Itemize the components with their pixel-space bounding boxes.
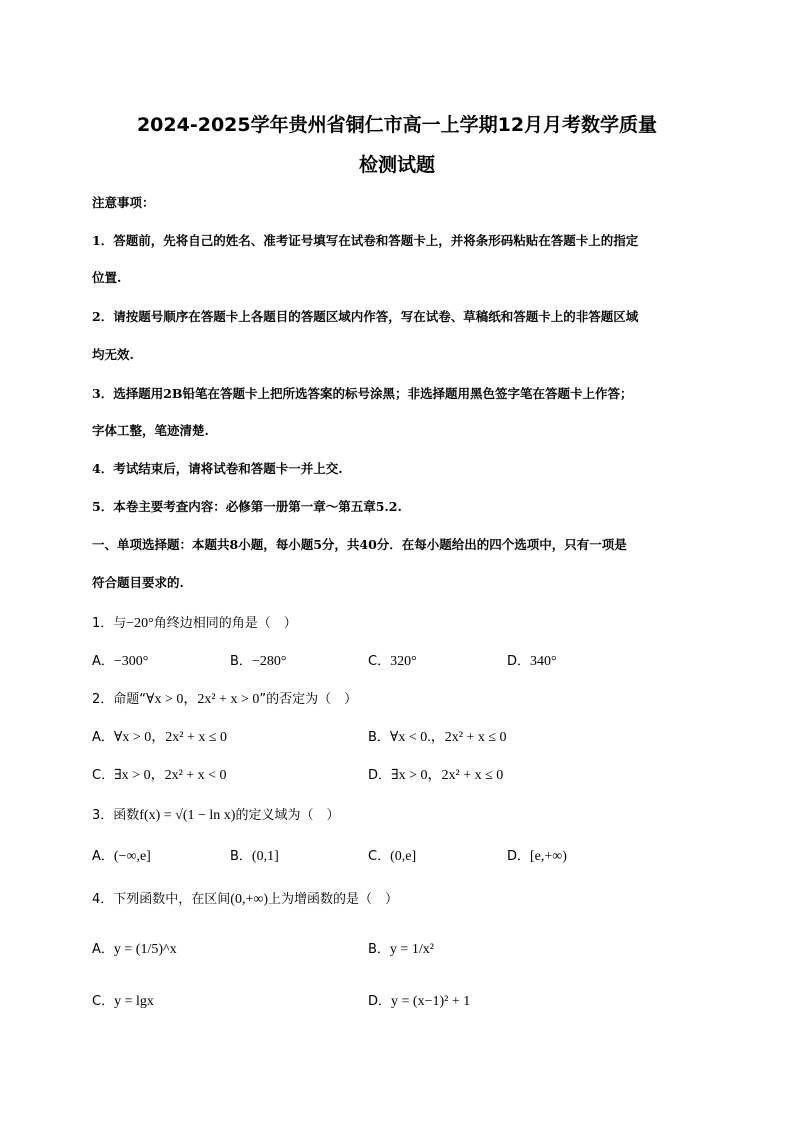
question-2-math: ∀x > 0，2x² + x > 0 — [146, 692, 260, 707]
notice-item-3-line2: 字体工整，笔迹清楚. — [92, 423, 209, 438]
question-4-option-b[interactable] — [368, 938, 434, 958]
option-label: C． — [92, 768, 115, 783]
option-label: B． — [230, 849, 252, 864]
notice-item-4: 4．考试结束后，请将试卷和答题卡一并上交. — [92, 461, 343, 476]
question-3-option-c[interactable] — [368, 845, 416, 865]
option-value: (−∞,e] — [113, 849, 151, 864]
question-3-math: f(x) = √(1 − ln x) — [139, 808, 236, 823]
question-3-option-b[interactable] — [230, 845, 279, 865]
question-1-suffix: 角终边相同的角是（ ） — [153, 616, 297, 631]
question-1-prefix: 1．与 — [92, 616, 127, 631]
notice-item-3-line1: 3．选择题用2B铅笔在答题卡上把所选答案的标号涂黑；非选择题用黑色签字笔在答题卡上作答； — [92, 386, 633, 401]
option-label: B． — [230, 654, 252, 669]
question-1-option-d[interactable] — [507, 650, 557, 670]
notice-item-2-line1: 2．请按题号顺序在答题卡上各题目的答题区域内作答，写在试卷、草稿纸和答题卡上的非答题区域 — [92, 309, 639, 324]
option-value: y = 1/x² — [389, 942, 434, 957]
question-2-suffix: ”的否定为（ ） — [259, 692, 358, 707]
question-1-math: −20° — [126, 616, 154, 631]
question-2-prefix: 2．命题“ — [92, 692, 147, 707]
option-label: D． — [507, 654, 531, 669]
option-value: y = lgx — [114, 994, 154, 1009]
question-4-math: (0,+∞) — [230, 892, 268, 907]
question-1-option-a[interactable] — [92, 650, 148, 670]
question-1-option-c[interactable] — [368, 650, 417, 670]
option-value: (0,1] — [251, 849, 279, 864]
option-value: 340° — [530, 654, 557, 669]
question-2-option-c[interactable] — [92, 764, 227, 784]
option-value: ∀x < 0.，2x² + x ≤ 0 — [389, 730, 507, 745]
option-label: C． — [368, 654, 391, 669]
option-value: (0,e] — [390, 849, 417, 864]
option-label: D． — [507, 849, 531, 864]
option-label: B． — [368, 942, 390, 957]
option-label: A． — [92, 654, 114, 669]
notice-item-1-line1: 1．答题前，先将自己的姓名、准考证号填写在试卷和答题卡上，并将条形码粘贴在答题卡上的指定 — [92, 233, 639, 248]
option-value: ∃x > 0，2x² + x < 0 — [114, 768, 227, 783]
option-label: A． — [92, 942, 114, 957]
option-label: A． — [92, 849, 114, 864]
question-3-stem — [92, 804, 339, 824]
question-4-option-d[interactable] — [368, 990, 470, 1010]
option-value: ∃x > 0，2x² + x ≤ 0 — [391, 768, 504, 783]
notice-heading: 注意事项： — [92, 195, 155, 210]
notice-item-5: 5．本卷主要考查内容：必修第一册第一章～第五章5.2. — [92, 499, 402, 514]
question-2-option-d[interactable] — [368, 764, 503, 784]
option-value: [e,+∞) — [530, 849, 567, 864]
question-3-option-d[interactable] — [507, 845, 567, 865]
question-4-option-c[interactable] — [92, 990, 154, 1010]
option-value: ∀x > 0，2x² + x ≤ 0 — [113, 730, 228, 745]
option-label: C． — [92, 994, 115, 1009]
document-title-line1: 2024-2025学年贵州省铜仁市高一上学期12月月考数学质量 — [136, 114, 658, 136]
option-value: y = (1/5)^x — [113, 942, 177, 957]
notice-item-1-line2: 位置. — [92, 270, 122, 285]
question-3-option-a[interactable] — [92, 845, 151, 865]
question-2-option-b[interactable] — [368, 726, 507, 746]
question-2-option-a[interactable] — [92, 726, 227, 746]
option-value: 320° — [390, 654, 417, 669]
question-2-stem — [92, 688, 357, 708]
question-1-stem — [92, 612, 297, 632]
option-label: A． — [92, 730, 114, 745]
option-value: −280° — [251, 654, 287, 669]
question-3-prefix: 3．函数 — [92, 808, 140, 823]
option-label: C． — [368, 849, 391, 864]
option-label: D． — [368, 768, 392, 783]
option-value: y = (x−1)² + 1 — [391, 994, 471, 1009]
question-4-stem — [92, 888, 398, 908]
question-4-suffix: 上为增函数的是（ ） — [267, 892, 398, 907]
document-title-line2: 检测试题 — [358, 154, 435, 176]
question-4-option-a[interactable] — [92, 938, 177, 958]
question-4-prefix: 4．下列函数中，在区间 — [92, 892, 231, 907]
section-heading-line1: 一、单项选择题：本题共8小题，每小题5分，共40分．在每小题给出的四个选项中，只有一项是 — [92, 537, 627, 552]
section-heading-line2: 符合题目要求的. — [92, 575, 184, 590]
option-label: B． — [368, 730, 390, 745]
option-value: −300° — [113, 654, 149, 669]
notice-item-2-line2: 均无效. — [92, 347, 134, 362]
question-3-suffix: 的定义域为（ ） — [235, 808, 340, 823]
question-1-option-b[interactable] — [230, 650, 286, 670]
option-label: D． — [368, 994, 392, 1009]
